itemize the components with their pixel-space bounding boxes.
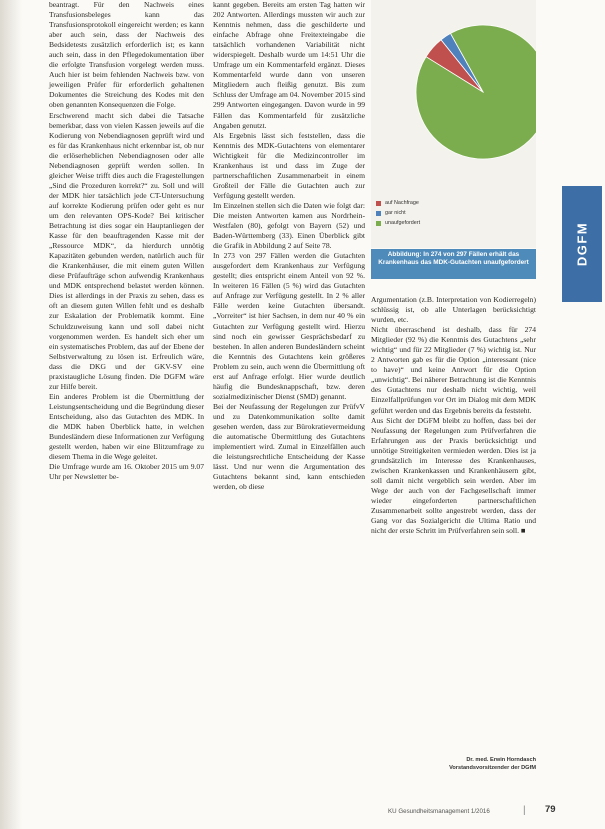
- pie-slice-auf-nachfrage: [416, 25, 536, 159]
- text-column-1: [49, 0, 204, 482]
- legend-item: [376, 218, 420, 228]
- paragraph: Im Einzelnen stellen sich die Daten wie folgt dar: Die meisten Antworten kamen aus Nordrhein-Westfalen (80), gefolgt von Bayern (52) und Baden-Württemberg (33). Einen Überblick gibt die Grafik in Abbildung 2 auf Seite 78.: [213, 200, 365, 251]
- legend-label: unaufgefordert: [385, 220, 421, 226]
- legend-swatch: [376, 201, 381, 206]
- legend-item: [376, 208, 420, 218]
- author-name: Dr. med. Erwin Horndasch: [466, 757, 536, 763]
- footer-separator: |: [523, 805, 526, 816]
- legend-swatch: [376, 221, 381, 226]
- paragraph: Argumentation (z.B. Interpretation von Kodierregeln) schlüssig ist, ob alle Unterlagen berücksichtigt wurden, etc.: [371, 295, 536, 325]
- paragraph: In 273 von 297 Fällen werden die Gutachten ausgefordert dem Krankenhaus zur Verfügung gestellt; dies entspricht einem Anteil von 92 %. In weiteren 16 Fällen (5 %) wird das Gutachten auf Anfrage zur Verfügung gestellt. In 2 % aller Fälle werden keine Gutachten übersandt. „Vorreiter“ ist hier Sachsen, in dem nur 40 % ein Gutachten zur Verfügung gestellt wird. Hierzu sind noch ein gewisser Gesprächsbedarf zu bestehen. In allen anderen Bundesländern scheint die Kenntnis des Gutachtens kein größeres Problem zu sein, auch wenn die Übermittlung oft erst auf Anfrage erfolgt. Hier wurde deutlich häufig die Bundesknappschaft, bzw. deren sozialmedizinischer Dienst (SMD) genannt.: [213, 251, 365, 401]
- legend-item: [376, 198, 420, 208]
- paragraph: beantragt. Für den Nachweis eines Transfusionsbeleges kann das Transfusionsprotokoll eingereicht werden; es kann aber auch sein, dass der Nachweis des Bedsidetests zusätzlich erforderlich ist; es kann auch sein, dass in den Pflegedokumentation über die erfolgte Transfusion vorgelegt werden muss. Auch hier ist beim fehlenden Nachweis bzw. von jeweiligen Prüfer für erforderlich gehaltenen Dokumentes die Streichung des Kodes mit den oben genannten Konsequenzen die Folge.: [49, 0, 204, 110]
- author-title: Vorstandsvorsitzender der DGfM: [449, 765, 536, 771]
- text-column-3: [371, 295, 536, 536]
- paragraph: Die Umfrage wurde am 16. Oktober 2015 um 9.07 Uhr per Newsletter be-: [49, 462, 204, 482]
- paragraph: Als Ergebnis lässt sich feststellen, dass die Kenntnis des MDK-Gutachtens von elementarer Wichtigkeit für die Medizincontroller im Krankenhaus ist und dass im Zuge der partnerschaftlichen Zusammenarbeit in einem Großteil der Fälle die Gutachten auch zur Verfügung gestellt werden.: [213, 130, 365, 200]
- page-number: 79: [545, 804, 556, 815]
- paragraph: kannt gegeben. Bereits am ersten Tag hatten wir 202 Antworten. Allerdings mussten wir auch zur Kenntnis nehmen, dass die geschilderte und einfache Abfrage ohne Freitexteingabe die tatsächlich vorhandenen Variabilität nicht widerspiegelt. Deshalb wurde um 14:51 Uhr die Umfrage um ein Kommentarfeld ergänzt. Dieses Kommentarfeld wurde dann von unseren Mitgliedern auch fleißig genutzt. Bis zum Schluss der Umfrage am 04. November 2015 sind 299 Antworten eingegangen. Davon wurde in 99 Fällen das Kommentarfeld für zusätzliche Angaben genutzt.: [213, 0, 365, 130]
- paragraph: Bei der Neufassung der Regelungen zur PrüfvV und zu Datenkommunikation sollte damit gesehen werden, dass zur Bürokratievermeidung die automatische Übermittlung des Gutachtens implementiert wird. Zumal in Einzelfällen auch die leistungsrechtliche Entscheidung der Kasse lässt. Und nur wenn die Argumentation des Gutachtens bekannt sind, kann entschieden werden, ob diese: [213, 401, 365, 492]
- legend-label: gar nicht: [385, 210, 406, 216]
- section-tab-label: DGFM: [574, 221, 590, 267]
- paragraph: Nicht überraschend ist deshalb, dass für 274 Mitglieder (92 %) die Kenntnis des Gutachtens „sehr wichtig“ und für 22 Mitglieder (7 %) wichtig ist. Nur 2 Antworten gab es für die Option „interessant (nice to have)“ und keine Antwort für die Option „unwichtig“. Bei näherer Betrachtung ist die Kenntnis des Gutachtens nur deshalb nicht wichtig, weil Einzelfallprüfungen vor Ort im Dialog mit dem MDK geführt werden und das Ergebnis bereits da feststeht.: [371, 325, 536, 415]
- chart-legend: [376, 198, 420, 228]
- author-block: [371, 756, 536, 772]
- text-column-2: [213, 0, 365, 492]
- page-fold-shadow: [0, 0, 22, 829]
- footer-journal: KU Gesundheitsmanagement 1/2016: [388, 808, 490, 815]
- paragraph: Erschwerend macht sich dabei die Tatsache bemerkbar, dass von vielen Kassen jeweils auf die Kodierung von Nebendiagnosen geprüft wird und es für das Krankenhaus nicht erkennbar ist, ob nur die erlöserheblichen Nebendiagnosen oder alle Nebendiagnosen geprüft werden sollen. In gleicher Weise trifft dies auch die Fragestellungen „Sind die Prozeduren korrekt?“ zu. Soll und will der MDK hier tatsächlich jede CT-Untersuchung auf korrekte Kodierung prüfen oder geht es nur um den relevanten OPS-Kode? Bei kritischer Betrachtung ist dies sogar ein Hauptanliegen der Kasse für den beauftragenden Kasse mit der „Ressource MDK“, da hierdurch unnötig Kapazitäten gebunden werden, natürlich auch für die Krankenhäuser, die mit einem guten Willen diese Prüfaufträge schon aufwendig Krankenhaus und MDK entsprechend belastet werden können. Dies ist allerdings in der Praxis zu sehen, dass es oft an diesem guten Willen fehlt und es deshalb zur Eskalation der Problematik kommt. Eine Schuldzuweisung kann und soll dabei nicht vorgenommen werden. Es handelt sich eher um ein systematisches Problem, das auf der Ebene der Selbstverwaltung zu lösen ist. Erfreulich wäre, dass die DKG und der GKV-SV eine praxistaugliche Lösung finden. Die DGFM wäre zur Hilfe bereit.: [49, 110, 204, 391]
- pie-chart: [371, 0, 536, 200]
- figure-caption: Abbildung: In 274 von 297 Fällen erhält das Krankenhaus das MDK-Gutachten unaufgefordert: [371, 249, 536, 279]
- legend-swatch: [376, 211, 381, 216]
- legend-label: auf Nachfrage: [385, 200, 419, 206]
- paragraph: Ein anderes Problem ist die Übermittlung der Leistungsentscheidung und die Begründung dieser Entscheidung, also das Gutachten des MDK. In die MDK haben Überblick hatte, in welchen Bundesländern diese Informationen zur Verfügung gestellt werden, haben wir eine Blitzumfrage zu diesem Thema in die Wege geleitet.: [49, 391, 204, 462]
- paragraph: Aus Sicht der DGFM bleibt zu hoffen, dass bei der Neufassung der Regelungen zum Prüfverfahren die Erfahrungen aus der Praxis berücksichtigt und unnötige Streitigkeiten vermieden werden. Dies ist ja grundsätzlich im Interesse des Krankenhauses, zwischen Krankenkassen und Krankenhäusern gibt, soll damit nicht vergeblich sein werden. Aber im Wege der auch von der Fachgesellschaft immer wieder eingeforderten partnerschaftlichen Zusammenarbeit sollte angestrebt werden, dass der Gang vor das Sozialgericht die Ultima Ratio und nicht der erste Schritt im Prüfverfahren sein soll. ■: [371, 415, 536, 536]
